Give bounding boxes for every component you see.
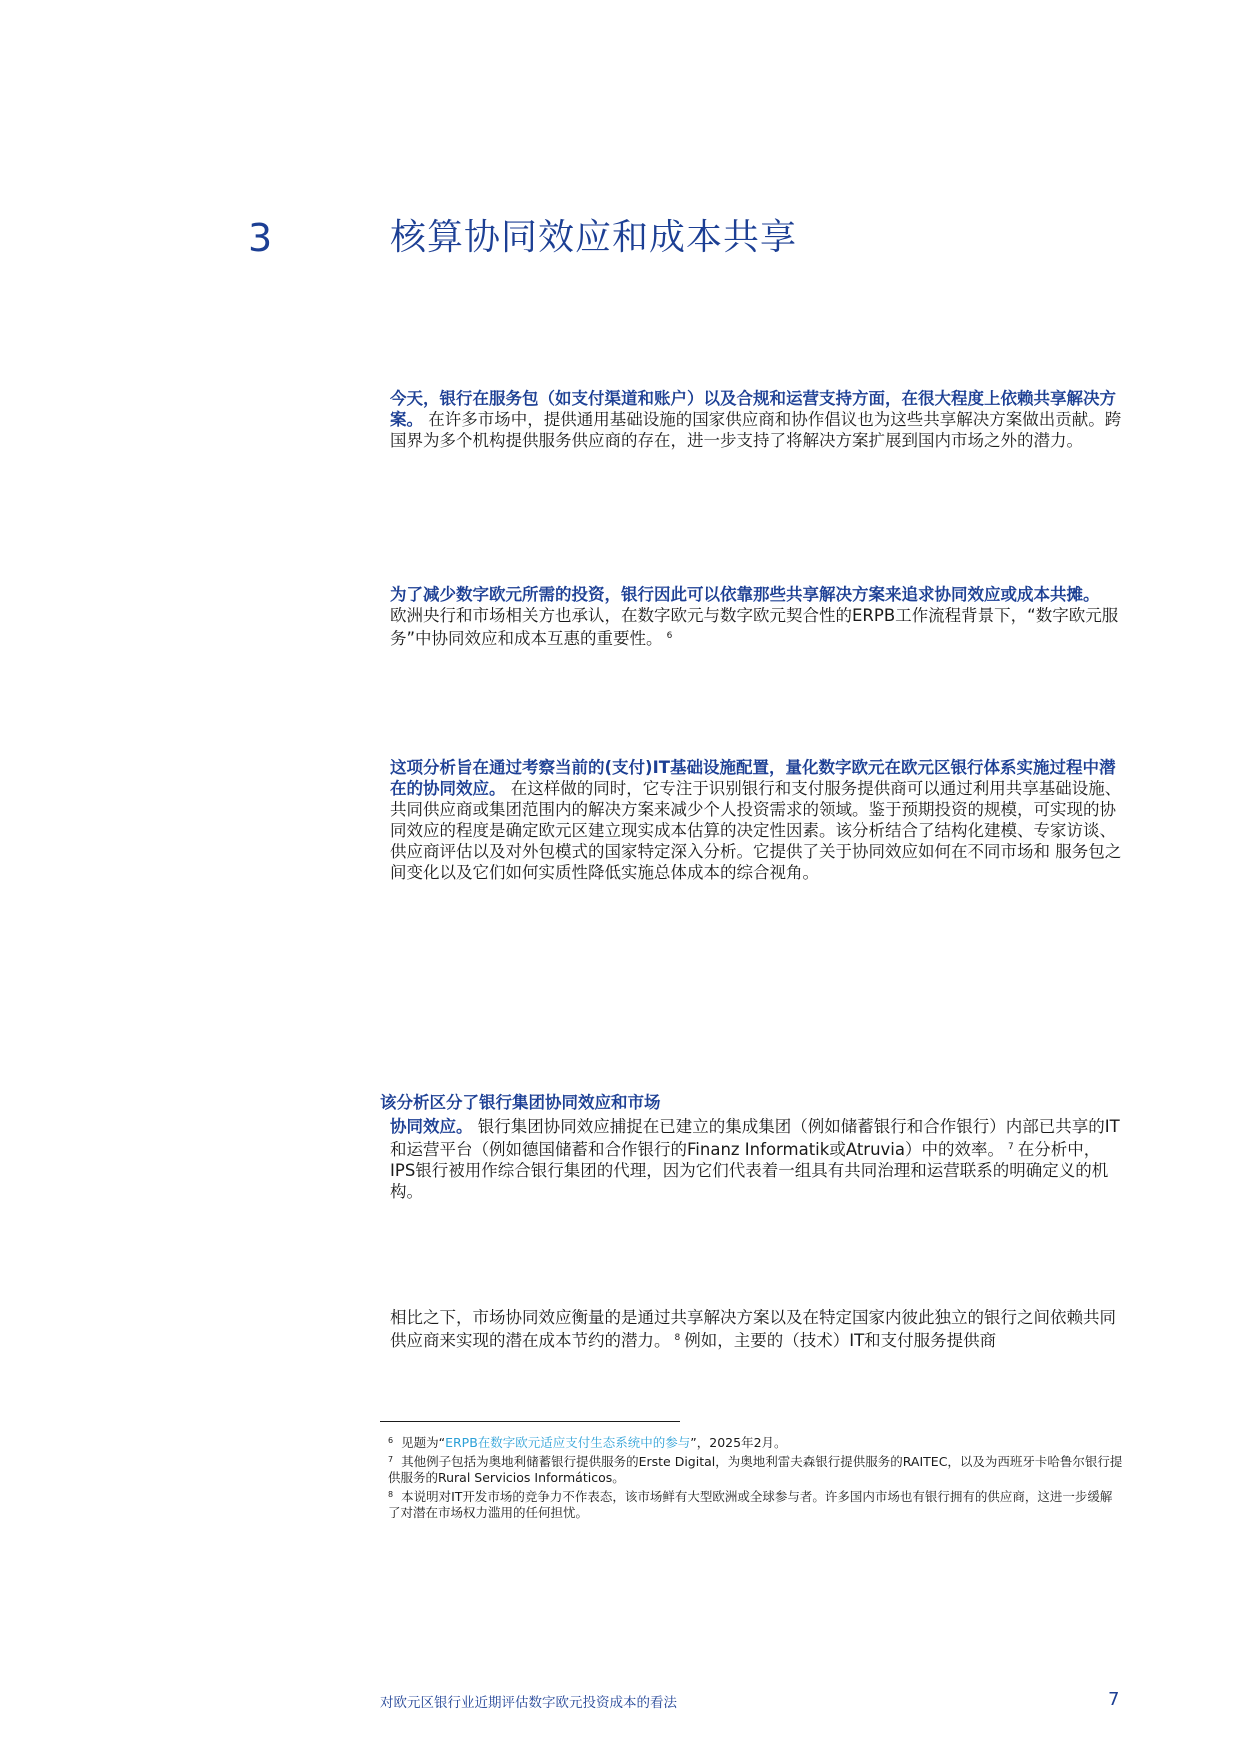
footnote-divider (380, 1421, 680, 1422)
paragraph-market-synergies (390, 1307, 1125, 1351)
footnote-number: 8 (388, 1489, 394, 1499)
footnote-7 (388, 1452, 1123, 1487)
paragraph-lead: 今天，银行在服务包（如支付渠道和账户）以及合规和运营支持方面，在很大程度上依赖共享解决方案。 (390, 389, 1116, 429)
footnote-text: 本说明对IT开发市场的竞争力不作表态，该市场鲜有大型欧洲或全球参与者。许多国内市场也有银行拥有的供应商，这进一步缓解了对潜在市场权力滥用的任何担忧。 (388, 1488, 1113, 1520)
footer-title: 对欧元区银行业近期评估数字欧元投资成本的看法 (380, 1695, 677, 1711)
paragraph-body: 在许多市场中，提供通用基础设施的国家供应商和协作倡议也为这些共享解决方案做出贡献。跨国界为多个机构提供服务供应商的存在，进一步支持了将解决方案扩展到国内市场之外的潜力。 (390, 410, 1122, 450)
footnote-8 (388, 1487, 1123, 1522)
subheading: 该分析区分了银行集团协同效应和市场 (380, 1093, 661, 1112)
footnote-number: 7 (388, 1454, 394, 1464)
footnote-6 (388, 1433, 1123, 1452)
footnote-number: 6 (388, 1436, 394, 1445)
paragraph-body: 在这样做的同时，它专注于识别银行和支付服务提供商可以通过利用共享基础设施、共同供应商或集团范围内的解决方案来减少个人投资需求的领域。鉴于预期投资的规模，可实现的协同效应的程度是确定欧元区建立现实成本估算的决定性因素。该分析结合了结构化建模、专家访谈、供应商评估以及对外包模式的国家特定深入分析。它提供了关于协同效应如何在不同市场和 服务包之间变化以及它们如何实质性降低实施总体成本的综合视角。 (390, 779, 1122, 882)
footnotes (388, 1433, 1123, 1522)
footnote-text-end: ”，2025年2月。 (690, 1435, 787, 1450)
chapter-number: 3 (248, 216, 273, 260)
footnote-text: 见题为“ (401, 1435, 446, 1450)
paragraph-lead: 这项分析旨在通过考察当前的(支付)IT基础设施配置，量化数字欧元在欧元区银行体系实施过程中潜在的协同效应。 (390, 758, 1116, 798)
footnote-ref[interactable]: 7 (1008, 1142, 1014, 1152)
footnote-link[interactable]: ERPB在数字欧元适应支付生态系统中的参与 (445, 1435, 691, 1450)
page-number: 7 (1108, 1689, 1120, 1710)
paragraph-body-continued: 在分析中，IPS银行被用作综合银行集团的代理，因为它们代表着一组具有共同治理和运营联系的明确定义的机构。 (390, 1140, 1109, 1201)
paragraph-shared-solutions (390, 388, 1125, 451)
footnote-text: 其他例子包括为奥地利储蓄银行提供服务的Erste Digital，为奥地利雷夫森银行提供服务的RAITEC，以及为西班牙卡哈鲁尔银行提供服务的Rural Servicios Informáticos。 (388, 1453, 1123, 1485)
footnote-ref[interactable]: 8 (674, 1333, 681, 1343)
paragraph-body: 欧洲央行和市场相关方也承认，在数字欧元与数字欧元契合性的ERPB工作流程背景下，“数字欧元服务”中协同效应和成本互惠的重要性。 (390, 606, 1119, 648)
paragraph-lead: 协同效应。 (390, 1117, 473, 1136)
paragraph-analysis-aim (390, 757, 1125, 883)
paragraph-body: 银行集团协同效应捕捉在已建立的集成集团（例如储蓄银行和合作银行）内部已共享的IT和运营平台（例如德国储蓄和合作银行的Finanz Informatik或Atruvia）中的效率。 (390, 1117, 1120, 1159)
paragraph-lead: 为了减少数字欧元所需的投资，银行因此可以依靠那些共享解决方案来追求协同效应或成本共摊。 (390, 585, 1100, 604)
footnote-ref[interactable]: 6 (666, 631, 673, 641)
paragraph-body-continued: 例如，主要的（技术）IT和支付服务提供商 (684, 1331, 997, 1350)
paragraph-group-synergies (390, 1116, 1125, 1202)
chapter-title: 核算协同效应和成本共享 (390, 217, 798, 258)
paragraph-body: 相比之下，市场协同效应衡量的是通过共享解决方案以及在特定国家内彼此独立的银行之间依赖共同供应商来实现的潜在成本节约的潜力。 (390, 1308, 1116, 1350)
paragraph-reduce-investment (390, 584, 1125, 649)
